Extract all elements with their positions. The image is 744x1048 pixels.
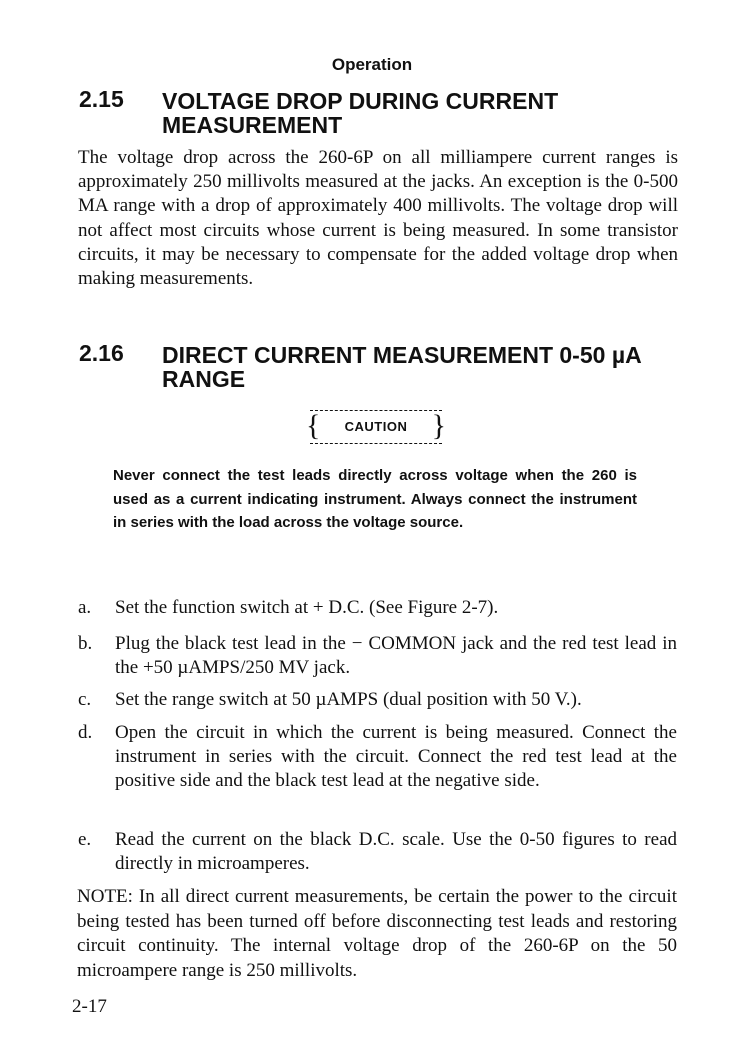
page-number: 2-17 [72, 996, 107, 1017]
caution-box [310, 410, 442, 444]
list-item-text: Open the circuit in which the current is being measured. Connect the instrument in series with the circuit. Connect the red test lead at the positive side and the black test lead at the negative side. [115, 722, 677, 791]
section-number-2-16: 2.16 [79, 340, 124, 366]
list-item-text: Set the range switch at 50 µAMPS (dual position with 50 V.). [115, 689, 582, 710]
section-title-2-16-line2: RANGE [162, 366, 246, 392]
caution-label: { CAUTION [344, 419, 408, 434]
running-head: Operation [331, 55, 413, 74]
section-title-2-15 [162, 89, 702, 137]
list-item-text: Plug the black test lead in the − COMMON jack and the red test lead in the +50 µAMPS/250 MV jack. [115, 633, 677, 678]
list-item-text: Read the current on the black D.C. scale. Use the 0-50 figures to read directly in microamperes. [115, 829, 677, 874]
section-title-2-15-line1: VOLTAGE DROP DURING CURRENT [162, 88, 559, 114]
note-paragraph: NOTE: In all direct current measurements, be certain the power to the circuit being tested has been turned off before disconnecting test leads and restoring circuit continuity. The internal voltage drop of the 260-6P on the 50 microampere range is 250 millivolts. [77, 886, 677, 981]
section-2-15-body: The voltage drop across the 260-6P on all milliampere current ranges is approximately 250 millivolts measured at the jacks. An exception is the 0-500 MA range with a drop of approximately 400 millivolts. The voltage drop will not affect most circuits whose current is being measured. In some transistor circuits, it may be necessary to compensate for the added voltage drop when making measurements. [78, 147, 678, 290]
list-item-letter: a. [78, 597, 92, 618]
list-item-text: Set the function switch at + D.C. (See Figure 2-7). [115, 597, 499, 618]
list-item-letter: d. [78, 722, 93, 743]
list-item-letter: c. [78, 689, 92, 710]
section-number-2-15: 2.15 [79, 86, 124, 112]
list-item-letter: b. [78, 633, 93, 654]
section-title-2-16 [162, 343, 702, 391]
list-item-letter: e. [78, 829, 92, 850]
section-title-2-15-line2: MEASUREMENT [162, 112, 343, 138]
caution-text: Never connect the test leads directly across voltage when the 260 is used as a current indicating instrument. Always connect the instrument in series with the load across the voltage source. [113, 467, 637, 531]
section-title-2-16-line1: DIRECT CURRENT MEASUREMENT 0-50 µA [162, 342, 642, 368]
